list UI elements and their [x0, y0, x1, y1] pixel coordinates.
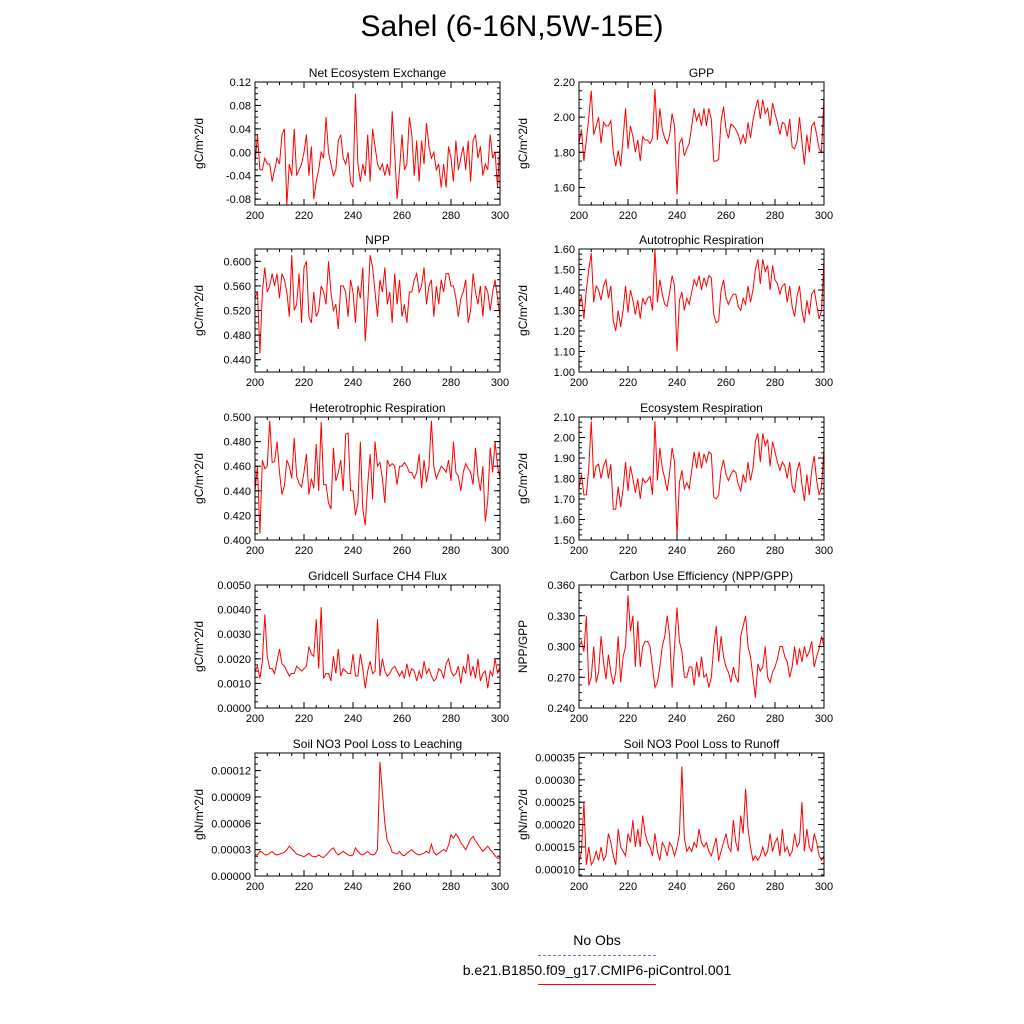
panel-title: Carbon Use Efficiency (NPP/GPP)	[609, 569, 794, 583]
y-tick-label: 1.00	[553, 367, 575, 379]
x-tick-label: 300	[814, 545, 834, 557]
panel-8	[516, 569, 833, 725]
x-tick-label: 300	[490, 210, 510, 222]
y-tick-label: 0.0010	[217, 678, 251, 691]
panel-7	[192, 569, 509, 725]
y-tick-label: 1.50	[553, 264, 575, 277]
x-tick-label: 300	[814, 210, 834, 222]
x-tick-label: 260	[716, 377, 736, 389]
panel-title: Soil NO3 Pool Loss to Leaching	[292, 737, 463, 751]
x-tick-label: 220	[618, 881, 638, 893]
y-tick-label: -0.04	[225, 170, 251, 183]
y-tick-label: 1.80	[553, 147, 575, 160]
x-tick-label: 200	[245, 881, 265, 893]
legend-line-picontrol	[538, 984, 656, 985]
y-tick-label: 0.440	[223, 354, 251, 367]
y-tick-label: 0.300	[547, 641, 575, 654]
x-tick-label: 280	[765, 377, 785, 389]
plot-frame	[579, 249, 824, 372]
y-tick-label: 0.520	[223, 305, 251, 318]
panel-title: Gridcell Surface CH4 Flux	[308, 569, 447, 583]
panel-title: Autotrophic Respiration	[639, 233, 764, 247]
y-tick-label: 0.00010	[535, 864, 575, 877]
x-tick-label: 300	[814, 377, 834, 389]
x-tick-label: 300	[814, 881, 834, 893]
y-tick-label: 0.0030	[217, 629, 251, 642]
y-tick-label: 2.00	[553, 432, 575, 445]
x-tick-label: 200	[569, 210, 589, 222]
y-tick-label: 1.10	[553, 346, 575, 359]
x-tick-label: 240	[667, 881, 687, 893]
x-tick-label: 260	[716, 545, 736, 557]
panel-6	[516, 401, 833, 557]
y-tick-label: 0.420	[223, 510, 251, 523]
y-tick-label: 0.00003	[211, 844, 251, 857]
y-axis-label: gN/m^2/d	[192, 789, 206, 840]
y-axis-label: gN/m^2/d	[516, 789, 530, 840]
panel-title: Ecosystem Respiration	[640, 401, 763, 415]
y-tick-label: 0.04	[229, 123, 251, 136]
series-line	[579, 595, 824, 698]
y-tick-label: 1.40	[553, 285, 575, 297]
y-tick-label: 2.10	[553, 412, 575, 424]
x-tick-label: 240	[667, 713, 687, 725]
x-tick-label: 200	[245, 545, 265, 557]
y-tick-label: 1.70	[553, 494, 575, 506]
series-line	[579, 89, 824, 194]
y-tick-label: 1.80	[553, 473, 575, 486]
x-tick-label: 280	[765, 545, 785, 557]
figure-title: Sahel (6-16N,5W-15E)	[360, 10, 664, 43]
x-tick-label: 200	[245, 210, 265, 222]
x-tick-label: 300	[490, 881, 510, 893]
x-tick-label: 300	[490, 545, 510, 557]
x-tick-label: 260	[392, 713, 412, 725]
y-tick-label: 0.0000	[217, 703, 251, 715]
y-axis-label: NPP/GPP	[516, 619, 530, 674]
y-tick-label: 0.440	[223, 485, 251, 498]
x-tick-label: 200	[245, 713, 265, 725]
panel-2	[516, 66, 833, 222]
panel-9	[192, 737, 509, 893]
x-tick-label: 280	[765, 713, 785, 725]
x-tick-label: 260	[716, 713, 736, 725]
panel-title: Soil NO3 Pool Loss to Runoff	[623, 737, 780, 751]
y-axis-label: gC/m^2/d	[516, 118, 530, 169]
x-tick-label: 220	[618, 210, 638, 222]
x-tick-label: 280	[441, 210, 461, 222]
x-tick-label: 300	[490, 377, 510, 389]
y-tick-label: 0.240	[547, 703, 575, 715]
y-tick-label: 0.12	[229, 77, 251, 89]
y-tick-label: 0.270	[547, 672, 575, 685]
panel-3	[192, 233, 509, 389]
series-line	[255, 421, 500, 534]
panel-title: Heterotrophic Respiration	[309, 401, 446, 415]
x-tick-label: 280	[765, 210, 785, 222]
x-tick-label: 240	[343, 713, 363, 725]
x-tick-label: 280	[441, 377, 461, 389]
plot-frame	[579, 585, 824, 708]
x-tick-label: 200	[569, 377, 589, 389]
x-tick-label: 260	[392, 210, 412, 222]
y-tick-label: 0.360	[547, 580, 575, 592]
y-tick-label: 0.00035	[535, 752, 575, 765]
x-tick-label: 300	[814, 713, 834, 725]
panel-4	[516, 233, 833, 389]
y-tick-label: 1.60	[553, 514, 575, 527]
plot-frame	[579, 82, 824, 205]
y-tick-label: 0.560	[223, 280, 251, 293]
series-line	[579, 766, 824, 864]
y-tick-label: 1.60	[553, 182, 575, 195]
x-tick-label: 260	[392, 377, 412, 389]
x-tick-label: 220	[294, 881, 314, 893]
y-tick-label: 0.0050	[217, 580, 251, 592]
series-line	[255, 762, 500, 859]
panel-title: GPP	[688, 66, 715, 80]
x-tick-label: 220	[618, 545, 638, 557]
y-tick-label: 0.400	[223, 535, 251, 547]
panel-title: NPP	[365, 233, 390, 247]
x-tick-label: 200	[569, 881, 589, 893]
y-tick-label: 0.00020	[535, 819, 575, 832]
panel-5	[192, 401, 509, 557]
y-tick-label: 0.08	[229, 100, 251, 113]
x-tick-label: 240	[343, 210, 363, 222]
x-tick-label: 240	[343, 377, 363, 389]
y-axis-label: gC/m^2/d	[192, 621, 206, 672]
y-tick-label: 0.00012	[211, 765, 251, 778]
y-tick-label: 0.00030	[535, 774, 575, 787]
series-line	[255, 607, 500, 688]
x-tick-label: 200	[569, 713, 589, 725]
x-tick-label: 260	[716, 881, 736, 893]
x-tick-label: 220	[294, 713, 314, 725]
y-tick-label: 0.00000	[211, 871, 251, 883]
series-line	[255, 255, 500, 353]
x-tick-label: 240	[343, 881, 363, 893]
y-axis-label: gC/m^2/d	[192, 285, 206, 336]
y-axis-label: gC/m^2/d	[192, 453, 206, 504]
x-tick-label: 260	[392, 545, 412, 557]
panel-10	[516, 737, 833, 893]
plot-frame	[255, 82, 500, 205]
y-tick-label: 0.0020	[217, 653, 251, 666]
y-tick-label: 0.00009	[211, 791, 251, 804]
y-tick-label: 1.30	[553, 305, 575, 318]
y-tick-label: -0.08	[225, 194, 251, 207]
x-tick-label: 280	[441, 881, 461, 893]
x-tick-label: 260	[392, 881, 412, 893]
x-tick-label: 240	[343, 545, 363, 557]
x-tick-label: 220	[618, 377, 638, 389]
x-tick-label: 240	[667, 377, 687, 389]
y-tick-label: 0.00	[229, 147, 251, 160]
x-tick-label: 280	[441, 713, 461, 725]
x-tick-label: 260	[716, 210, 736, 222]
x-tick-label: 200	[569, 545, 589, 557]
x-tick-label: 200	[245, 377, 265, 389]
x-tick-label: 220	[618, 713, 638, 725]
legend-label-no-obs: No Obs	[573, 932, 621, 948]
plot-frame	[255, 753, 500, 876]
series-line	[579, 421, 824, 536]
x-tick-label: 220	[294, 545, 314, 557]
panel-title: Net Ecosystem Exchange	[308, 66, 447, 80]
y-axis-label: gC/m^2/d	[516, 453, 530, 504]
y-tick-label: 0.00025	[535, 797, 575, 810]
y-axis-label: gC/m^2/d	[516, 285, 530, 336]
y-tick-label: 0.330	[547, 610, 575, 623]
y-tick-label: 0.480	[223, 436, 251, 449]
x-tick-label: 220	[294, 377, 314, 389]
series-line	[579, 249, 824, 352]
y-tick-label: 0.0040	[217, 604, 251, 617]
x-tick-label: 240	[667, 545, 687, 557]
x-tick-label: 220	[294, 210, 314, 222]
legend-label-picontrol: b.e21.B1850.f09_g17.CMIP6-piControl.001	[462, 962, 732, 978]
y-tick-label: 2.20	[553, 77, 575, 89]
panel-1	[192, 66, 509, 222]
y-tick-label: 0.00006	[211, 818, 251, 831]
y-tick-label: 0.500	[223, 412, 251, 424]
y-tick-label: 1.50	[553, 535, 575, 547]
y-tick-label: 0.480	[223, 330, 251, 343]
y-tick-label: 0.00015	[535, 841, 575, 854]
x-tick-label: 280	[765, 881, 785, 893]
y-axis-label: gC/m^2/d	[192, 118, 206, 169]
y-tick-label: 0.600	[223, 256, 251, 269]
y-tick-label: 1.90	[553, 453, 575, 465]
x-tick-label: 280	[441, 545, 461, 557]
series-line	[255, 94, 500, 205]
y-tick-label: 1.60	[553, 244, 575, 256]
x-tick-label: 300	[490, 713, 510, 725]
y-tick-label: 1.20	[553, 326, 575, 338]
y-tick-label: 0.460	[223, 461, 251, 474]
x-tick-label: 240	[667, 210, 687, 222]
plot-frame	[255, 585, 500, 708]
legend-line-no-obs	[538, 955, 656, 956]
y-tick-label: 2.00	[553, 112, 575, 125]
